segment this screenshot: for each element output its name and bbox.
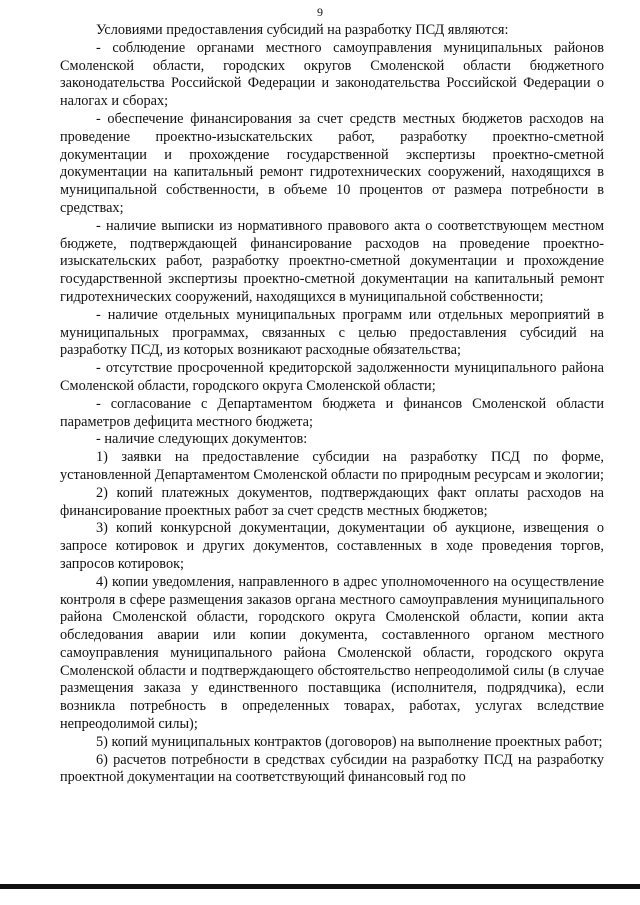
paragraph-document-2: 2) копий платежных документов, подтверждающих факт оплаты расходов на финансирование проектных работ за счет средств местных бюджетов;: [60, 484, 604, 519]
paragraph-document-3: 3) копий конкурсной документации, документации об аукционе, извещения о запросе котировок и других документов, составленных в ходе проведения торгов, запросов котировок;: [60, 520, 604, 572]
paragraph-condition-legislation: - соблюдение органами местного самоуправления муниципальных районов Смоленской области, городских округов Смоленской области бюджетного законодательства Российской Федерации и законодательства Российской Федерации о налогах и сборах;: [60, 39, 604, 110]
paragraph-document-4: 4) копии уведомления, направленного в адрес уполномоченного на осуществление контроля в сфере размещения заказов органа местного самоуправления муниципального района Смоленской области, городского округа Смоленской области, копии акта обследования аварии или копии документа, составленного органом местного самоуправления муниципального района Смоленской области, городского округа Смоленской области и подтверждающего обстоятельство непреодолимой силы (в случае размещения заказа у единственного поставщика (исполнителя, подрядчика), если возникла потребность в определенных товарах, работах, услугах вследствие непреодолимой силы);: [60, 573, 604, 733]
paragraph-condition-cofinancing: - обеспечение финансирования за счет средств местных бюджетов расходов на проведение проектно-изыскательских работ, разработку проектно-сметной документации и прохождение государственной экспертизы проектно-сметной документации на капитальный ремонт гидротехнических сооружений, находящихся в муниципальной собственности, в объеме 10 процентов от размера потребности в средствах;: [60, 110, 604, 216]
paragraph-document-5: 5) копий муниципальных контрактов (договоров) на выполнение проектных работ;: [96, 733, 603, 750]
paragraph-condition-deficit-agreement: - согласование с Департаментом бюджета и финансов Смоленской области параметров дефицита местного бюджета;: [60, 395, 604, 430]
paragraph-document-6: 6) расчетов потребности в средствах субсидии на разработку ПСД на разработку проектной документации на соответствующий финансовый год по: [60, 751, 604, 786]
paragraph-documents-intro: - наличие следующих документов:: [96, 431, 308, 448]
paragraph-conditions-intro: Условиями предоставления субсидий на разработку ПСД являются:: [96, 22, 509, 38]
paragraph-condition-no-overdue-debt: - отсутствие просроченной кредиторской задолженности муниципального района Смоленской области, городского округа Смоленской области;: [60, 360, 604, 394]
paragraph-condition-municipal-programs: - наличие отдельных муниципальных программ или отдельных мероприятий в муниципальных программах, связанных с целью предоставления субсидий на разработку ПСД, из которых возникают расходные обязательства;: [60, 306, 604, 359]
bottom-scan-border: [0, 884, 640, 889]
paragraph-document-1: 1) заявки на предоставление субсидии на разработку ПСД по форме, установленной Департаментом Смоленской области по природным ресурсам и экологии;: [60, 449, 604, 483]
page-number: 9: [317, 5, 323, 19]
paragraph-condition-budget-extract: - наличие выписки из нормативного правового акта о соответствующем местном бюджете, подтверждающей финансирование расходов на проведение проектно-изыскательских работ, разработку проектно-сметной документации и прохождение государственной экспертизы проектно-сметной документации на капитальный ремонт гидротехнических сооружений, находящихся в муниципальной собственности;: [60, 217, 604, 305]
document-body: [60, 22, 604, 787]
